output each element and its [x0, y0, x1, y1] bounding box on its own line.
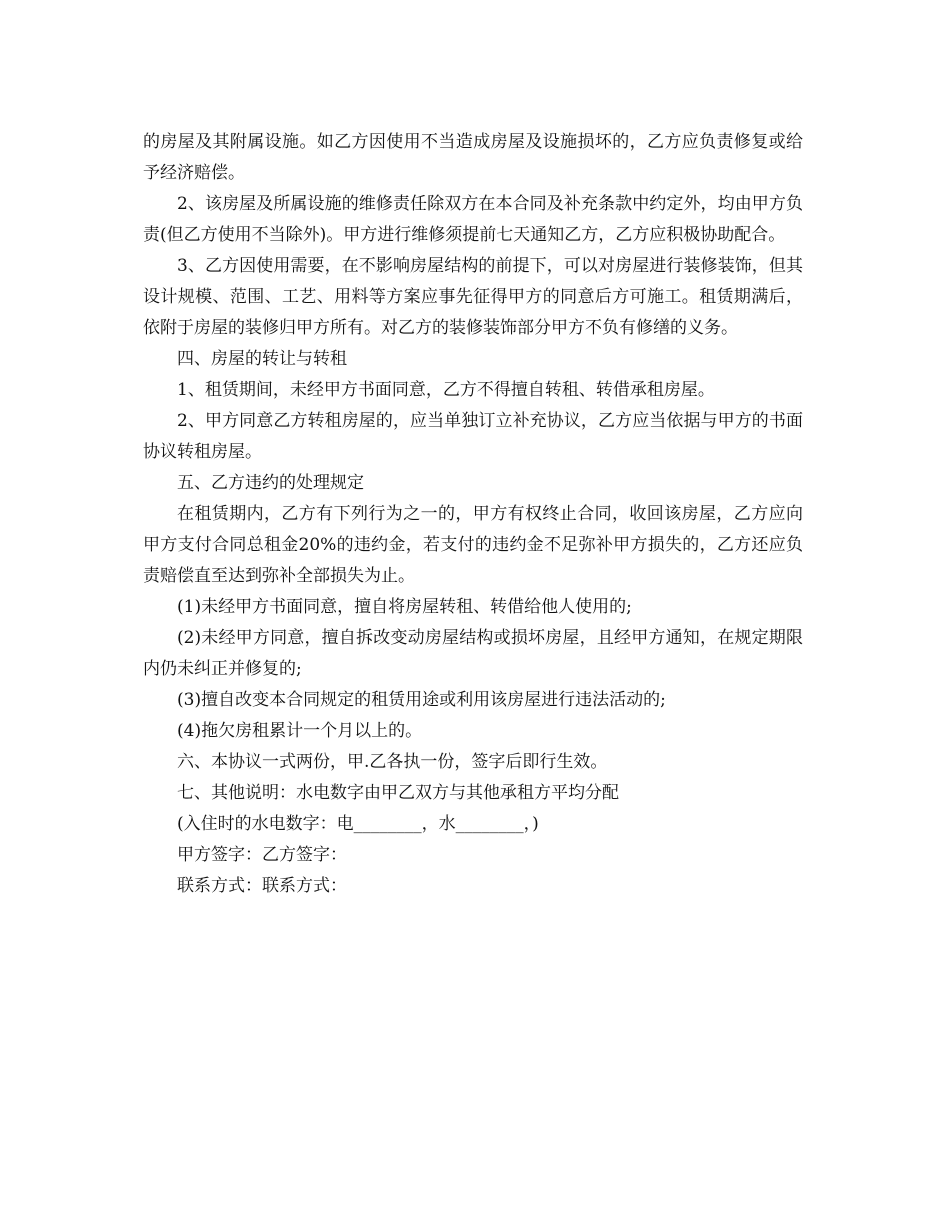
paragraph-sublease-agreement: 2、甲方同意乙方转租房屋的，应当单独订立补充协议，乙方应当依据与甲方的书面协议转租房屋。 [143, 411, 803, 462]
paragraph-no-sublease: 1、租赁期间，未经甲方书面同意，乙方不得擅自转租、转借承租房屋。 [177, 380, 715, 400]
paragraph-facility-damage: 的房屋及其附属设施。如乙方因使用不当造成房屋及设施损坏的，乙方应负责修复或给予经济赔偿。 [143, 132, 803, 183]
section-heading-transfer-sublease: 四、房屋的转让与转租 [177, 349, 347, 369]
document-body [143, 127, 803, 902]
paragraph-renovation: 3、乙方因使用需要，在不影响房屋结构的前提下，可以对房屋进行装修装饰，但其设计规模、范围、工艺、用料等方案应事先征得甲方的同意后方可施工。租赁期满后，依附于房屋的装修归甲方所有。对乙方的装修装饰部分甲方不负有修缮的义务。 [143, 256, 803, 338]
list-item-breach-4: (4)拖欠房租累计一个月以上的。 [177, 721, 423, 741]
list-item-breach-2: (2)未经甲方同意，擅自拆改变动房屋结构或损坏房屋，且经甲方通知，在规定期限内仍未纠正并修复的; [143, 628, 803, 679]
list-item-breach-1: (1)未经甲方书面同意，擅自将房屋转租、转借给他人使用的; [177, 597, 632, 617]
signature-line: 甲方签字：乙方签字： [177, 845, 347, 865]
contact-line: 联系方式：联系方式： [177, 876, 347, 896]
section-copies: 六、本协议一式两份，甲.乙各执一份，签字后即行生效。 [177, 752, 608, 772]
list-item-breach-3: (3)擅自改变本合同规定的租赁用途或利用该房屋进行违法活动的; [177, 690, 666, 710]
section-heading-breach: 五、乙方违约的处理规定 [177, 473, 364, 493]
paragraph-maintenance-duty: 2、该房屋及所属设施的维修责任除双方在本合同及补充条款中约定外，均由甲方负责(但乙方使用不当除外)。甲方进行维修须提前七天通知乙方，乙方应积极协助配合。 [143, 194, 803, 245]
utility-readings: (入住时的水电数字：电________，水________，) [177, 814, 539, 834]
paragraph-breach-penalty: 在租赁期内，乙方有下列行为之一的，甲方有权终止合同，收回该房屋，乙方应向甲方支付合同总租金20%的违约金，若支付的违约金不足弥补甲方损失的，乙方还应负责赔偿直至达到弥补全部损失为止。 [143, 504, 803, 586]
section-other-notes: 七、其他说明：水电数字由甲乙双方与其他承租方平均分配 [177, 783, 619, 803]
